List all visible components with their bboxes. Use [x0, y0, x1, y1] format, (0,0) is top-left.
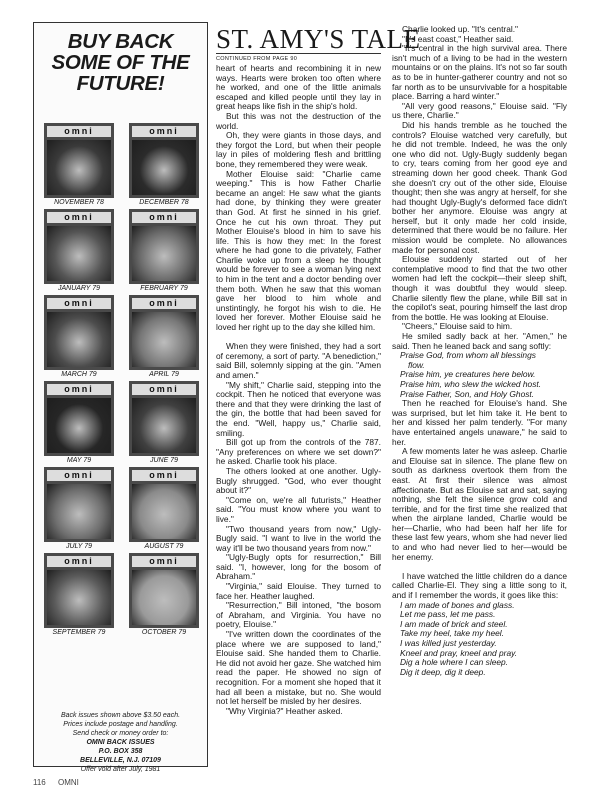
paragraph: He smiled sadly back at her. "Amen," he said. Then he leaned back and sang softly: — [392, 331, 567, 351]
issue-cover — [129, 553, 199, 639]
cover-label: OCTOBER 79 — [141, 629, 187, 636]
omni-logo: omni — [47, 298, 111, 309]
paragraph: "Virginia," said Elouise. They turned to face her. Heather laughed. — [216, 581, 381, 601]
paragraph: Then he reached for Elouise's hand. She was surprised, but let him take it. He bent to her and kissed her palm tenderly. "For many have entertained angels unaware," he said to her. — [392, 398, 567, 447]
cover-label: MAY 79 — [66, 457, 92, 464]
magazine-name: OMNI — [58, 778, 79, 787]
cover-art — [47, 570, 111, 625]
paragraph: "Come on, we're all futurists," Heather said. "You must know where you want to live." — [216, 494, 381, 524]
issue-cover — [129, 467, 199, 553]
paragraph: "It's central in the high survival area. There isn't much of a living to be had in the western mountains or on the plains. It's not so far south as to be in hunter-gatherer country and not so far north as to be unsurvivable for a hospitable place. Barring a hard winter." — [392, 43, 567, 102]
omni-logo: omni — [132, 470, 196, 481]
cover-label: APRIL 79 — [149, 371, 179, 378]
paragraph: "My shift," Charlie said, stepping into the cockpit. Then he noticed that everyone was there and that they were drinking the last of the gin, the bottle that had been saved for the end. "Well, happy us," Charlie said, smiling. — [216, 379, 381, 438]
verse-line: I am made of brick and steel. — [400, 618, 508, 629]
cover-label: NOVEMBER 78 — [54, 199, 104, 206]
verse-line: Dig a hole where I can sleep. — [400, 657, 509, 668]
paragraph: Did his hands tremble as he touched the controls? Elouise watched very carefully, but he did not tremble. Indeed, he was the only one who did not. Ugly-Bugly suddenly began to cry, tears coming from her good eye and streaming down her good cheek. Thank God she doesn't cry out of the other side, Elouise thought; then she was angry at herself, for she had thought Ugly-Bugly's deformed face didn't bother her anymore. Elouise was angry at herself, but it only made her cold inside, determined that there would be no failure. Her mission would be complete. No allowances made for personal cost. — [392, 119, 567, 255]
verse-line: Let me pass, let me pass. — [400, 609, 496, 620]
cover-art — [47, 140, 111, 195]
cover-label: SEPTEMBER 79 — [52, 629, 106, 636]
paragraph: Elouise suddenly started out of her contemplative mood to find that the two other women had left the cockpit—their sleep shift, though it was doubtful they would sleep. Charlie silently flew the plane, while Bill sat in the copilot's seat, pouring himself the last drop from the bottle. He was looking at Elouise. — [392, 254, 567, 322]
paragraph: "I've written down the coordinates of the place where we are supposed to land," Elouise said. She handed them to Charlie. He did not avoid her gaze. She watched him read the paper. He showed no sign of recognition. For a moment she hoped that it had all been a mistake, but no. She would not let herself be misled by her desires. — [216, 629, 381, 707]
issue-cover — [44, 123, 114, 209]
issue-cover — [44, 381, 114, 467]
ad-footer: Back issues shown above $3.50 each. Prices include postage and handling. Send check or money order to: OMNI BACK ISSUES P.O. BOX 358 BELLEVILLE, N.J. 07109 Offer void after July, 1981 — [60, 712, 181, 773]
cover-art — [47, 398, 111, 453]
cover-art — [47, 226, 111, 281]
article-column-1 — [216, 64, 381, 716]
verse-line: Praise him, who slew the wicked host. — [400, 378, 542, 389]
paragraph: When they were finished, they had a sort of ceremony, a sort of party. "A benediction," said Bill, solemnly sipping at the gin. "Amen and amen." — [216, 341, 381, 380]
cover-art — [132, 398, 196, 453]
verse-line: I am made of bones and glass. — [400, 599, 515, 610]
cover-image — [44, 123, 114, 198]
paragraph: "It's east coast," Heather said. — [402, 33, 514, 44]
cover-art — [132, 484, 196, 539]
cover-art — [47, 484, 111, 539]
omni-logo: omni — [132, 212, 196, 223]
cover-image — [129, 553, 199, 628]
cover-image — [44, 467, 114, 542]
issue-cover — [44, 209, 114, 295]
verse-line: flow. — [408, 359, 425, 370]
verse-line: Praise him, ye creatures here below. — [400, 369, 536, 380]
cover-label: JUNE 79 — [149, 457, 178, 464]
paragraph: heart of hearts and recombining it in new ways. Hearts were broken too often where he worked, and one of the little animals escaped and killed people until they lay in great heaps like fish in the ship's hold. — [216, 63, 381, 112]
cover-image — [129, 467, 199, 542]
cover-label: JANUARY 79 — [57, 285, 101, 292]
cover-art — [132, 226, 196, 281]
paragraph: "All very good reasons," Elouise said. "Fly us there, Charlie." — [392, 100, 567, 121]
cover-row — [44, 381, 199, 467]
omni-logo: omni — [47, 470, 111, 481]
article-column-2 — [392, 25, 567, 677]
verse-line: Take my heel, take my heel. — [400, 628, 504, 639]
cover-art — [132, 140, 196, 195]
cover-image — [44, 295, 114, 370]
issue-cover — [44, 295, 114, 381]
verse-line: Kneel and pray, kneel and pray. — [400, 647, 518, 658]
omni-logo: omni — [132, 298, 196, 309]
cover-art — [132, 570, 196, 625]
issue-cover — [129, 209, 199, 295]
omni-logo: omni — [132, 556, 196, 567]
omni-logo: omni — [47, 212, 111, 223]
paragraph: But this was not the destruction of the world. — [216, 110, 381, 131]
title-rule — [216, 53, 381, 54]
cover-label: AUGUST 79 — [144, 543, 184, 550]
omni-logo: omni — [132, 126, 196, 137]
paragraph: Bill got up from the controls of the 787. "Any preferences on where we set down?" he asked. Charlie took his place. — [216, 437, 381, 467]
cover-row — [44, 123, 199, 209]
omni-logo: omni — [47, 384, 111, 395]
cover-image — [44, 209, 114, 284]
cover-row — [44, 295, 199, 381]
paragraph: "Two thousand years from now," Ugly-Bugly said. "I want to live in the world the way it'll be two thousand years from now." — [216, 523, 381, 553]
paragraph: Mother Elouise said: "Charlie came weeping." This is how Father Charlie became an angel: He saw what the giants had done, by thinking they were greater than God. At first he sinned in his grief. Once he cut his own throat. They put Mother Elouise's blood in him to save his life. This is how they met: In the forest where he had gone to die privately, Father Charlie woke up from a sleep he thought would be forever to see a woman lying next to him in the tent and a doctor bending over them both. When he saw that this woman gave her blood to him whole and unstintingly, he forgot his wish to die. He loved her forever. Mother Elouise said he loved her right up to the day she killed him. — [216, 168, 381, 333]
cover-label: MARCH 79 — [61, 371, 97, 378]
paragraph: The others looked at one another. Ugly-Bugly shrugged. "God, who ever thought about it?" — [216, 465, 381, 496]
cover-image — [129, 209, 199, 284]
page-number: 116 — [33, 778, 46, 787]
cover-image — [44, 381, 114, 456]
paragraph: Oh, they were giants in those days, and they forgot the Lord, but when their people lay in piles of moldering flesh and brittling bone, they remembered they were weak. — [216, 130, 381, 169]
cover-row — [44, 467, 199, 553]
paragraph: Charlie looked up. "It's central." — [402, 24, 519, 34]
paragraph: "Resurrection," Bill intoned, "the bosom of Abraham, and Virginia. You have no poetry, Elouise." — [216, 600, 381, 630]
verse-line: I was killed just yesterday. — [400, 638, 497, 648]
cover-image — [129, 295, 199, 370]
cover-label: FEBRUARY 79 — [140, 285, 188, 292]
folio — [33, 778, 89, 787]
ad-headline: BUY BACK SOME OF THE FUTURE! — [51, 30, 190, 95]
omni-logo: omni — [132, 384, 196, 395]
verse-line: Praise God, from whom all blessings — [400, 350, 536, 361]
cover-image — [129, 123, 199, 198]
issue-cover — [129, 123, 199, 209]
issue-cover — [44, 467, 114, 553]
paragraph: "Why Virginia?" Heather asked. — [226, 705, 343, 716]
article-title: ST. AMY'S TALE — [216, 24, 421, 54]
issue-cover — [44, 553, 114, 639]
cover-art — [47, 312, 111, 367]
verse-line: Dig it deep, dig it deep. — [400, 666, 486, 677]
paragraph: "Cheers," Elouise said to him. — [402, 321, 513, 332]
continued-note: CONTINUED FROM PAGE 90 — [216, 56, 298, 62]
issue-cover — [129, 381, 199, 467]
cover-image — [44, 553, 114, 628]
omni-logo: omni — [47, 556, 111, 567]
paragraph: "Ugly-Bugly opts for resurrection," Bill said. "I, however, long for the bosom of Abraham." — [216, 552, 381, 582]
cover-image — [129, 381, 199, 456]
verse-line: Praise Father, Son, and Holy Ghost. — [400, 388, 535, 399]
cover-row — [44, 209, 199, 295]
paragraph: I have watched the little children do a dance called Charlie-El. They sing a little song to it, and if I remember the words, it goes like this: — [392, 570, 567, 601]
cover-label: JULY 79 — [65, 543, 93, 550]
back-issues-ad — [33, 22, 208, 773]
paragraph: A few moments later he was asleep. Charlie and Elouise sat in silence. The plane flew on south as darkness overtook them from the east. At first their silence was almost affectionate. But as Elouise sat and sat, saying nothing, she felt the silence grow cold and terrible, and for the first time she realized that when the airplane landed, Charlie would be her—Charlie, who had been half her life for these last few years, whom she had never lied to and who had never lied to her—would be her enemy. — [392, 446, 567, 562]
cover-art — [132, 312, 196, 367]
cover-label: DECEMBER 78 — [139, 199, 189, 206]
cover-row — [44, 553, 199, 639]
cover-grid — [44, 123, 199, 639]
omni-logo: omni — [47, 126, 111, 137]
issue-cover — [129, 295, 199, 381]
